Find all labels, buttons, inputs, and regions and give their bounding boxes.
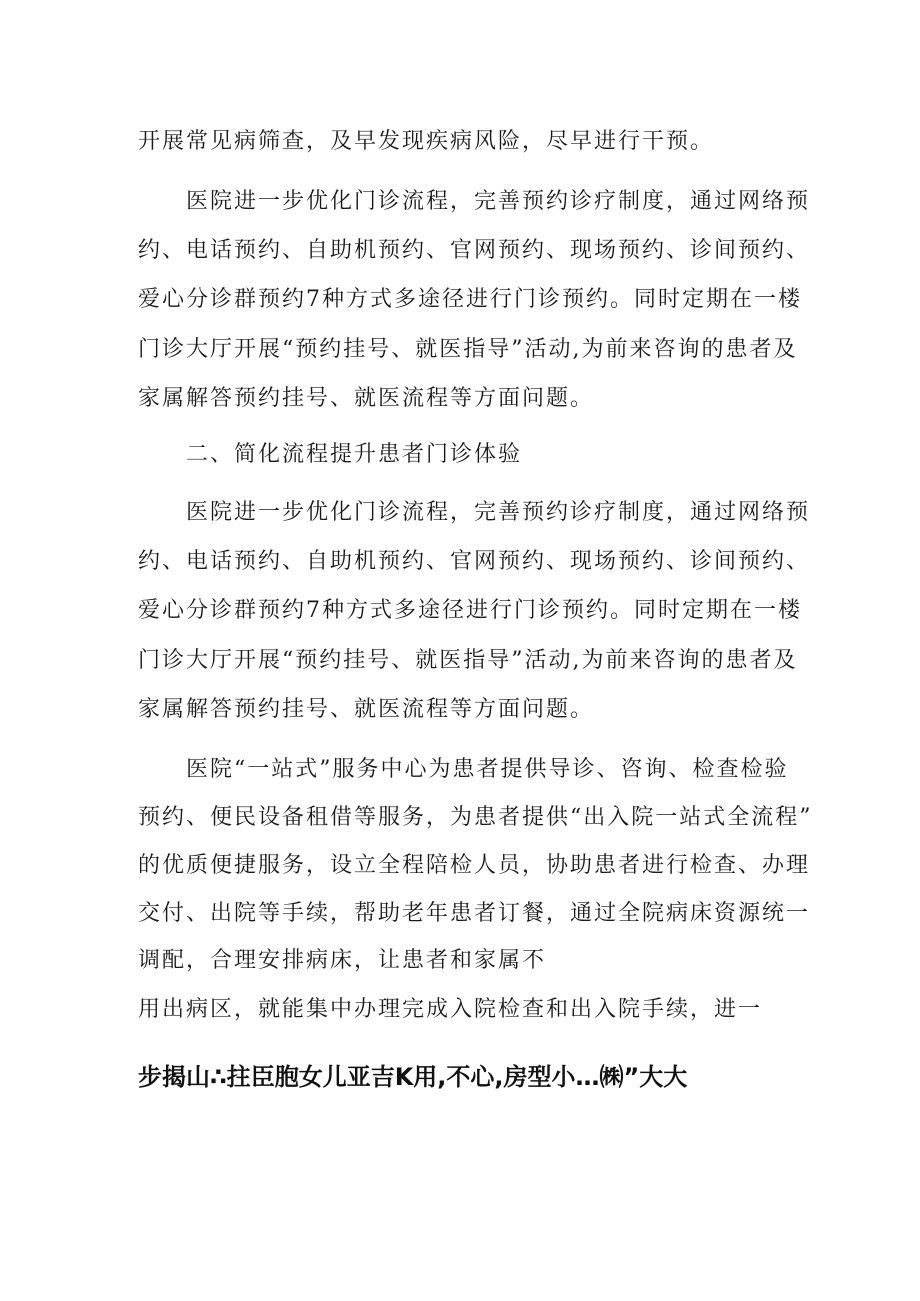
section-heading: 二、简化流程提升患者门诊体验	[186, 442, 523, 467]
paragraph-3-line-3: 的优质便捷服务，设立全程陪检人员，协助患者进行检查、办理	[138, 853, 811, 878]
paragraph-2-line-1: 医院进一步优化门诊流程，完善预约诊疗制度，通过网络预	[186, 500, 811, 525]
paragraph-3-line-1: 医院“一站式”服务中心为患者提供导诊、咨询、检查检验	[186, 757, 789, 782]
paragraph-3-line-4: 交付、出院等手续，帮助老年患者订餐，通过全院病床资源统一	[138, 901, 811, 926]
paragraph-1-line-4: 门诊大厅开展“预约挂号、就医指导”活动,为前来咨询的患者及	[138, 337, 798, 362]
paragraph-2-line-5: 家属解答预约挂号、就医流程等方面问题。	[138, 697, 595, 722]
paragraph-2-line-3: 爱心分诊群预约7种方式多途径进行门诊预约。同时定期在一楼	[138, 598, 802, 623]
paragraph-3-line-6: 用出病区，就能集中办理完成入院检查和出入院手续，进一	[138, 997, 763, 1022]
paragraph-3-line-2: 预约、便民设备租借等服务，为患者提供“出入院一站式全流程”	[138, 805, 813, 830]
paragraph-1-line-5: 家属解答预约挂号、就医流程等方面问题。	[138, 386, 595, 411]
paragraph-2-line-2: 约、电话预约、自助机预约、官网预约、现场预约、诊间预约、	[138, 549, 811, 574]
paragraph-1-line-1: 医院进一步优化门诊流程，完善预约诊疗制度，通过网络预	[186, 189, 811, 214]
paragraph-line-continuation: 开展常见病筛查，及早发现疾病风险，尽早进行干预。	[138, 129, 715, 154]
paragraph-3-line-7-garbled: 步揭山∴拄臣胞女儿亚吉K用,不心,房型小…㈱”大大	[138, 1063, 688, 1091]
paragraph-1-line-3: 爱心分诊群预约7种方式多途径进行门诊预约。同时定期在一楼	[138, 287, 802, 312]
paragraph-3-line-5: 调配，合理安排病床，让患者和家属不	[138, 948, 547, 973]
paragraph-1-line-2: 约、电话预约、自助机预约、官网预约、现场预约、诊间预约、	[138, 238, 811, 263]
paragraph-2-line-4: 门诊大厅开展“预约挂号、就医指导”活动,为前来咨询的患者及	[138, 648, 798, 673]
